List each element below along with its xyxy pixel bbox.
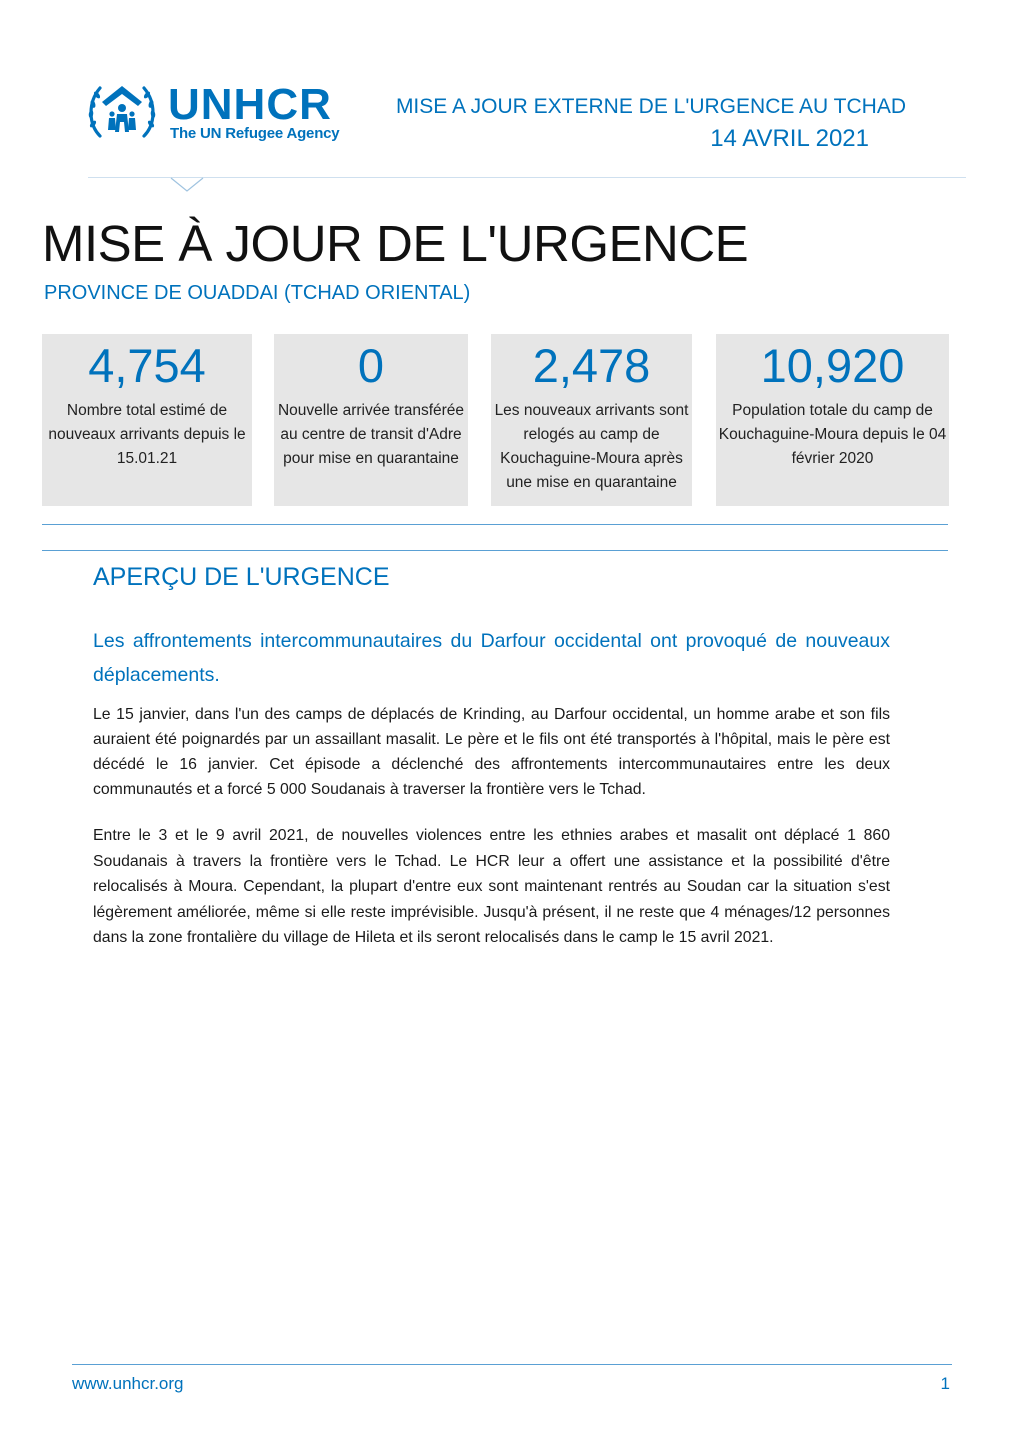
stat-label: Nouvelle arrivée transférée au centre de transit d'Adre pour mise en quarantaine [277,402,465,467]
footer-website-link[interactable]: www.unhcr.org [72,1374,184,1393]
section-heading: APERÇU DE L'URGENCE [93,563,390,591]
stat-box-camp-population [716,334,949,506]
chevron-down-icon [170,177,204,193]
logo-tagline: The UN Refugee Agency [170,125,340,142]
unhcr-logo [86,80,356,144]
unhcr-emblem-icon [86,80,158,144]
page-subtitle: PROVINCE DE OUADDAI (TCHAD ORIENTAL) [44,282,471,304]
section-divider [42,524,948,525]
page-title: MISE À JOUR DE L'URGENCE [42,215,749,272]
section-lede: Les affrontements intercommunautaires du Darfour occidental ont provoqué de nouveaux déplacements. [93,630,890,686]
body-paragraph: Entre le 3 et le 9 avril 2021, de nouvelles violences entre les ethnies arabes et masalit ont déplacé 1 860 Soudanais à travers la frontière vers le Tchad. Le HCR leur a offert une assistance et la possibilité d'être relocalisés à Moura. Cependant, la plupart d'entre eux sont maintenant rentrés au Soudan car la situation s'est légèrement améliorée, même si elle reste imprévisible. Jusqu'à présent, il ne reste que 4 ménages/12 personnes dans la zone frontalière du village de Hileta et ils seront relocalisés dans le camp le 15 avril 2021. [93,827,890,947]
stat-label: Population totale du camp de Kouchaguine-Moura depuis le 04 février 2020 [718,402,947,467]
stat-box-new-arrivals [42,334,252,506]
header-divider [88,177,966,178]
logo-name: UNHCR [168,80,332,129]
page-number: 1 [940,1374,950,1393]
stat-value: 4,754 [88,339,206,392]
report-title: MISE A JOUR EXTERNE DE L'URGENCE AU TCHAD [395,95,906,118]
stat-value: 2,478 [532,339,651,392]
stat-box-relocated [491,334,692,506]
footer-divider [72,1364,952,1365]
stat-value: 0 [357,339,385,392]
stat-value: 10,920 [760,339,905,392]
stat-box-transferred [274,334,468,506]
report-date: 14 AVRIL 2021 [710,125,869,152]
stat-label: Nombre total estimé de nouveaux arrivants depuis le 15.01.21 [48,402,246,467]
section-divider [42,550,948,551]
body-paragraph: Le 15 janvier, dans l'un des camps de déplacés de Krinding, au Darfour occidental, un homme arabe et son fils auraient été poignardés par un assaillant masalit. Le père et le fils ont été transportés à l'hôpital, mais le père est décédé le 16 janvier. Cet épisode a déclenché des affrontements intercommunautaires entre les deux communautés et a forcé 5 000 Soudanais à traverser la frontière vers le Tchad. [93,706,890,798]
stat-label: Les nouveaux arrivants sont relogés au camp de Kouchaguine-Moura après une mise en quarantaine [494,402,689,491]
